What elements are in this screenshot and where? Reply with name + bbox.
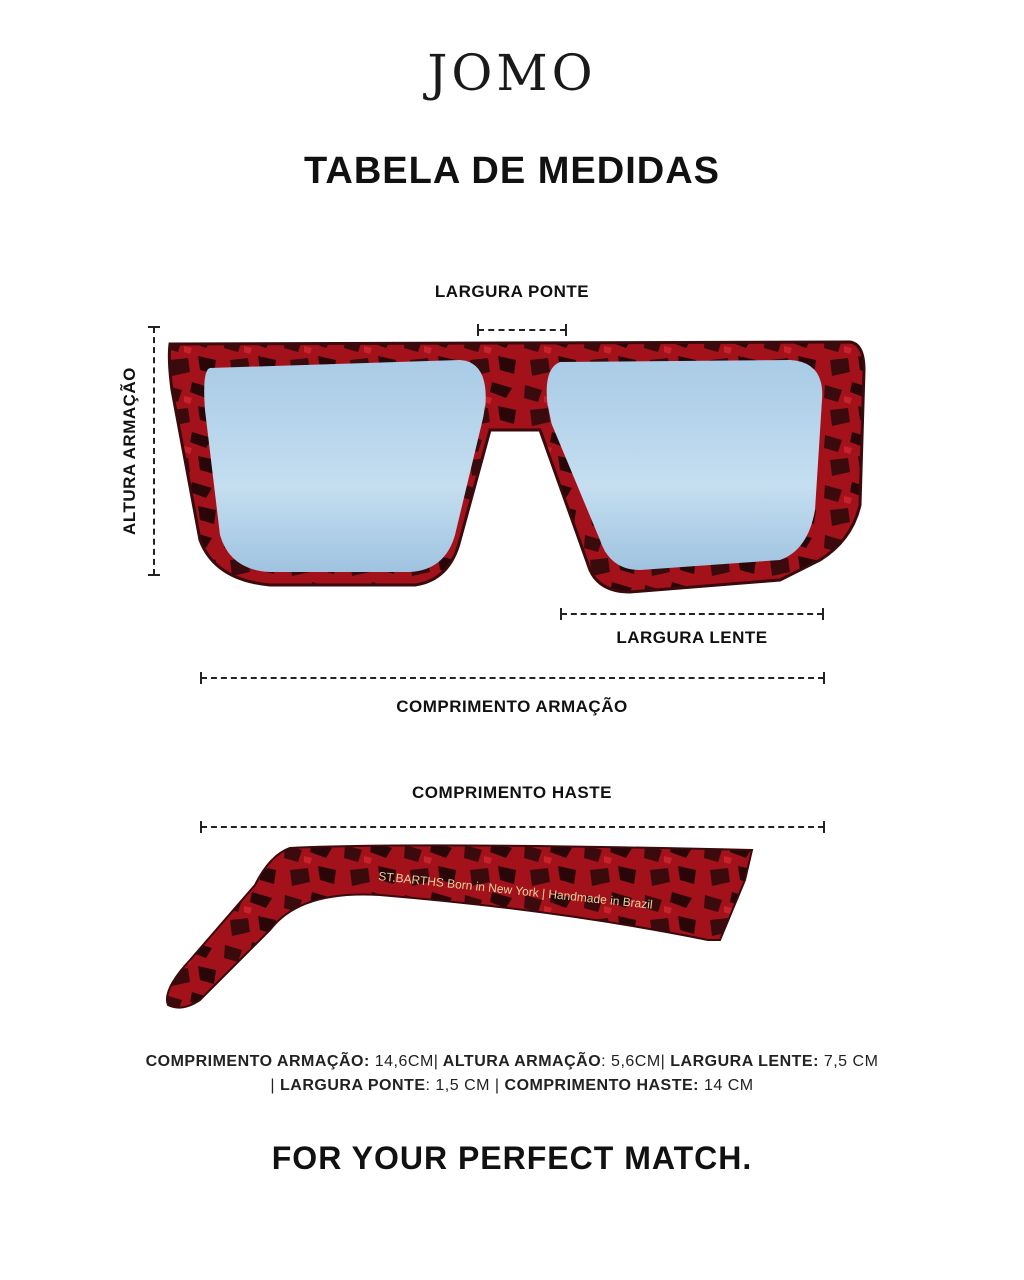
dimension-line-lente: [561, 613, 823, 615]
dimension-line-haste: [201, 826, 824, 828]
brand-logo: JOMO: [427, 44, 597, 102]
spec-comprimento-armacao-value: 14,6CM|: [369, 1053, 439, 1070]
dimension-line-altura: [153, 327, 155, 575]
label-largura-ponte: LARGURA PONTE: [434, 282, 590, 301]
spec-comprimento-haste-value: 14 CM: [699, 1077, 754, 1094]
label-altura-armacao: ALTURA ARMAÇÃO: [120, 367, 139, 535]
temple-engraving: ST.BARTHS Born in New York | Handmade in Brazil: [377, 869, 654, 912]
sunglasses-temple-image: [160, 840, 760, 1015]
tagline: FOR YOUR PERFECT MATCH.: [271, 1140, 753, 1176]
label-comprimento-haste: COMPRIMENTO HASTE: [412, 783, 612, 802]
spec-comprimento-armacao-label: COMPRIMENTO ARMAÇÃO:: [145, 1053, 370, 1070]
spec-altura-armacao-label: ALTURA ARMAÇÃO: [438, 1053, 602, 1070]
spec-altura-armacao-value: : 5,6CM|: [601, 1053, 666, 1070]
spec-separator: |: [270, 1077, 281, 1094]
specs-summary: [60, 1050, 964, 1098]
spec-largura-lente-label: LARGURA LENTE:: [665, 1053, 819, 1070]
spec-comprimento-haste-label: COMPRIMENTO HASTE:: [504, 1077, 699, 1094]
spec-largura-lente-value: 7,5 CM: [818, 1053, 879, 1070]
page-title: TABELA DE MEDIDAS: [304, 150, 720, 192]
spec-largura-ponte-value: : 1,5 CM |: [425, 1077, 505, 1094]
label-comprimento-armacao: COMPRIMENTO ARMAÇÃO: [396, 697, 628, 716]
sunglasses-front-image: [160, 330, 870, 600]
spec-largura-ponte-label: LARGURA PONTE: [280, 1077, 426, 1094]
dimension-line-armacao: [201, 677, 824, 679]
label-largura-lente: LARGURA LENTE: [616, 628, 768, 647]
